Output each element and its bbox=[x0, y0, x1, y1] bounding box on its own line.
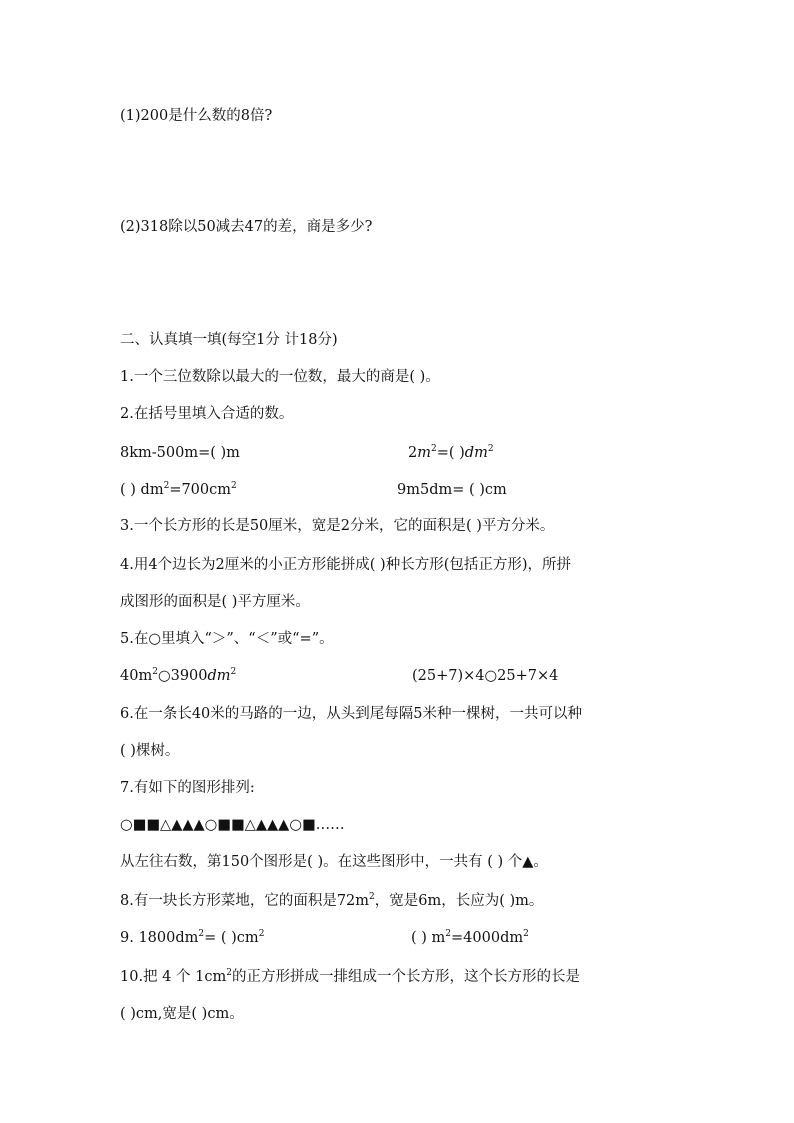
problem-5-item-b: (25+7)×4○25+7×4 bbox=[412, 668, 559, 684]
section-2-title: 二、认真填一填(每空1分 计18分) bbox=[120, 332, 338, 348]
problem-9-item-a: 9. $1800dm^2=$ ( )$cm^2$ bbox=[120, 929, 265, 946]
problem-8: 8.有一块长方形菜地，它的面积是$72m^2$，宽是6m，长应为( )m。 bbox=[120, 892, 544, 909]
problem-2-item-c: ( ) $dm^2=700cm^2$ bbox=[120, 481, 237, 498]
problem-9-item-b: ( ) $m^2=4000dm^2$ bbox=[411, 929, 529, 946]
problem-5: 5.在○里填入“＞”、“＜”或“=”。 bbox=[120, 631, 334, 647]
problem-4-line-2: 成图形的面积是( )平方厘米。 bbox=[120, 594, 310, 610]
problem-6-line-2: ( )棵树。 bbox=[120, 743, 180, 759]
problem-7-question: 从左往右数，第150个图形是( )。在这些图形中，一共有 ( ) 个▲。 bbox=[120, 854, 548, 870]
problem-10-line-2: ( )cm,宽是( )cm。 bbox=[120, 1006, 244, 1022]
problem-2-item-a: 8km-500m=( )m bbox=[120, 445, 240, 461]
problem-2: 2.在括号里填入合适的数。 bbox=[120, 406, 294, 422]
problem-4-line-1: 4.用4个边长为2厘米的小正方形能拼成( )种长方形(包括正方形)，所拼 bbox=[120, 557, 572, 573]
problem-7-sequence: ○■■△▲▲▲○■■△▲▲▲○■…… bbox=[120, 817, 345, 833]
problem-2-item-d: 9m5dm= ( )cm bbox=[397, 482, 507, 498]
problem-6-line-1: 6.在一条长40米的马路的一边，从头到尾每隔5米种一棵树，一共可以种 bbox=[120, 706, 583, 722]
problem-7: 7.有如下的图形排列: bbox=[120, 780, 255, 796]
problem-10-line-1: 10.把 4 个 $1cm^2$的正方形拼成一排组成一个长方形，这个长方形的长是 bbox=[120, 968, 580, 985]
problem-5-item-a: $40m^2○3900dm^2$ bbox=[120, 667, 237, 684]
question-1: (1)200是什么数的8倍? bbox=[120, 108, 273, 124]
problem-3: 3.一个长方形的长是50厘米，宽是2分米，它的面积是( )平方分米。 bbox=[120, 518, 555, 534]
problem-1: 1.一个三位数除以最大的一位数，最大的商是( )。 bbox=[120, 369, 440, 385]
problem-2-item-b: $2m^2=$( )$dm^2$ bbox=[408, 444, 494, 461]
question-2: (2)318除以50减去47的差，商是多少? bbox=[120, 219, 373, 235]
